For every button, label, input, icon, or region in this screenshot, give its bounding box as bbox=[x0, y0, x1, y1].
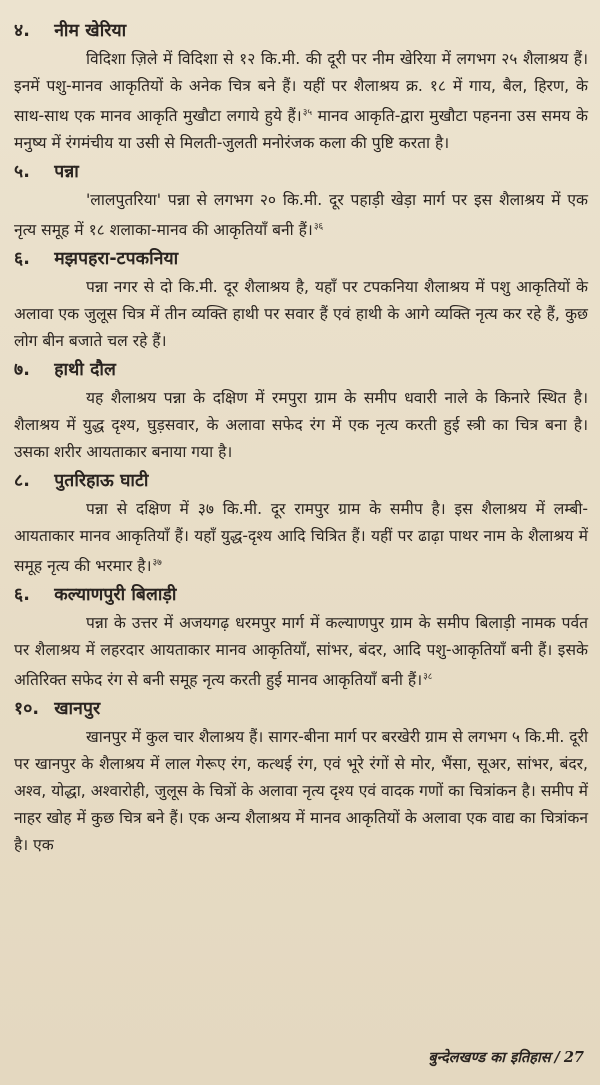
page-number: 27 bbox=[563, 1049, 584, 1066]
section-putrihau-ghati bbox=[14, 466, 588, 580]
section-heading bbox=[14, 244, 588, 274]
section-number: ६. bbox=[14, 585, 30, 605]
footnote-marker: ३८ bbox=[423, 672, 433, 682]
paragraph-text: खानपुर में कुल चार शैलाश्रय हैं। सागर-बीना मार्ग पर बरखेरी ग्राम से लगभग ५ कि.मी. दूरी पर खानपुर के शैलाश्रय में लाल गेरूए रंग, कत्थई रंग, एवं भूरे रंगों से मोर, भैंसा, सूअर, सांभर, बंदर, अश्व, योद्धा, अश्वारोही, जुलूस के चित्रों के अलावा नृत्य दृश्य एवं वादक गणों का चित्रांकन है। समीप में नाहर खोह में कुछ चित्र बने हैं। एक अन्य शैलाश्रय में मानव आकृतियों के अलावा एक वाद्य का चित्रांकन है। एक bbox=[14, 728, 588, 854]
section-paragraph bbox=[14, 385, 588, 466]
section-heading bbox=[14, 355, 588, 385]
footnote-marker: ३६ bbox=[313, 222, 324, 232]
section-title: खानपुर bbox=[54, 699, 101, 719]
paragraph-text: 'लालपुतरिया' पन्ना से लगभग २० कि.मी. दूर पहाड़ी खेड़ा मार्ग पर इस शैलाश्रय में एक नृत्य समूह में १८ शलाका-मानव की आकृतियाँ बनी हैं। bbox=[14, 191, 588, 239]
section-panna bbox=[14, 157, 588, 244]
paragraph-text: पन्ना के उत्तर में अजयगढ़ धरमपुर मार्ग में कल्याणपुर ग्राम के समीप बिलाड़ी नामक पर्वत पर शैलाश्रय में लहरदार आयताकार मानव आकृतियाँ, सांभर, बंदर, आदि पशु-आकृतियाँ बनी हैं। इसके अतिरिक्त सफेद रंग से बनी समूह नृत्य करती हुई मानव आकृतियाँ बनी हैं। bbox=[14, 614, 588, 689]
section-paragraph bbox=[14, 724, 588, 859]
section-paragraph bbox=[14, 46, 588, 157]
section-kalyanpuri-biladi bbox=[14, 580, 588, 694]
section-title: कल्याणपुरी बिलाड़ी bbox=[54, 585, 177, 605]
paragraph-text: पन्ना से दक्षिण में ३७ कि.मी. दूर रामपुर ग्राम के समीप है। इस शैलाश्रय में लम्बी-आयताकार मानव आकृतियाँ हैं। यहाँ युद्ध-दृश्य आदि चित्रित हैं। यहीं पर ढाढ़ा पाथर नाम के शैलाश्रय में समूह नृत्य की भरमार है। bbox=[14, 500, 588, 575]
section-heading bbox=[14, 694, 588, 724]
footnote-marker: ३७ bbox=[152, 558, 162, 568]
running-title: बुन्देलखण्ड का इतिहास bbox=[428, 1049, 551, 1066]
section-paragraph bbox=[14, 610, 588, 694]
section-title: नीम खेरिया bbox=[54, 21, 127, 41]
page-footer bbox=[428, 1047, 584, 1067]
section-hathi-daul bbox=[14, 355, 588, 466]
section-title: पन्ना bbox=[54, 162, 79, 182]
page-content bbox=[14, 16, 588, 859]
section-paragraph bbox=[14, 496, 588, 580]
section-number: ४. bbox=[14, 21, 30, 41]
section-number: ७. bbox=[14, 360, 30, 380]
footnote-marker: ३५ bbox=[302, 108, 313, 118]
paragraph-text-continued: मानव आकृति-द्वारा मुखौटा पहनना उस समय के मनुष्य में रंगमंचीय या उसी से मिलती-जुलती मनोरंजक कला की पुष्टि करता है। bbox=[14, 107, 588, 152]
footer-separator: / bbox=[554, 1049, 560, 1066]
paragraph-text: विदिशा ज़िले में विदिशा से १२ कि.मी. की दूरी पर नीम खेरिया में लगभग २५ शैलाश्रय हैं। इनमें पशु-मानव आकृतियों के अनेक चित्र बने हैं। यहीं पर शैलाश्रय क्र. १८ में गाय, बैल, हिरण, के साथ-साथ एक मानव आकृति मुखौटा लगाये हुये हैं। bbox=[14, 50, 588, 125]
section-heading bbox=[14, 580, 588, 610]
section-paragraph bbox=[14, 187, 588, 244]
section-heading bbox=[14, 16, 588, 46]
section-title: पुतरिहाऊ घाटी bbox=[54, 471, 149, 491]
paragraph-text: पन्ना नगर से दो कि.मी. दूर शैलाश्रय है, यहाँ पर टपकनिया शैलाश्रय में पशु आकृतियों के अलावा एक जुलूस चित्र में तीन व्यक्ति हाथी पर सवार हैं एवं हाथी के आगे व्यक्ति नृत्य कर रहे हैं, कुछ लोग बीन बजाते चल रहे हैं। bbox=[14, 278, 588, 350]
section-paragraph bbox=[14, 274, 588, 355]
section-number: ६. bbox=[14, 249, 30, 269]
section-number: ५. bbox=[14, 162, 30, 182]
section-majhpahra-tapkaniya bbox=[14, 244, 588, 355]
section-title: मझपहरा-टपकनिया bbox=[54, 249, 179, 269]
section-neem-kheriya bbox=[14, 16, 588, 157]
section-title: हाथी दौल bbox=[54, 360, 117, 380]
section-number: १०. bbox=[14, 699, 40, 719]
section-khanpur bbox=[14, 694, 588, 859]
section-heading bbox=[14, 157, 588, 187]
paragraph-text: यह शैलाश्रय पन्ना के दक्षिण में रमपुरा ग्राम के समीप धवारी नाले के किनारे स्थित है। शैलाश्रय में युद्ध दृश्य, घुड़सवार, के अलावा सफेद रंग में एक नृत्य करती हुई स्त्री का चित्र बना है। उसका शरीर आयताकार बनाया गया है। bbox=[14, 389, 588, 461]
section-heading bbox=[14, 466, 588, 496]
section-number: ८. bbox=[14, 471, 30, 491]
